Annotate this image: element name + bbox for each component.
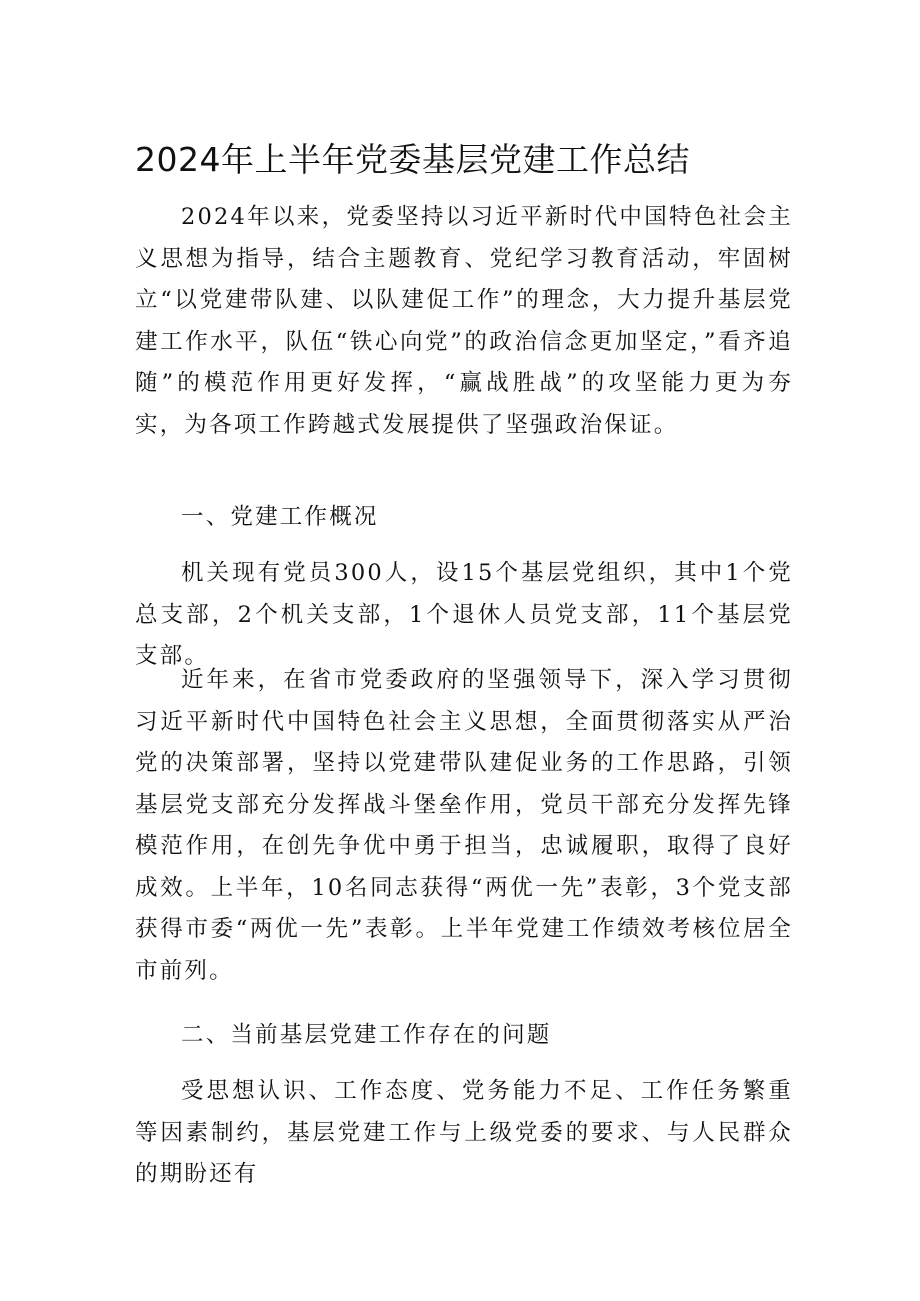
intro-paragraph: 2024年以来，党委坚持以习近平新时代中国特色社会主义思想为指导，结合主题教育、党纪学习教育活动，牢固树立“以党建带队建、以队建促工作”的理念，大力提升基层党建工作水平，队伍“铁心向党”的政治信念更加坚定，”看齐追随”的模范作用更好发挥，“赢战胜战”的攻坚能力更为夯实，为各项工作跨越式发展提供了坚强政治保证。 [135,204,793,438]
section-1-paragraph-1: 机关现有党员300人，设15个基层党组织，其中1个党总支部，2个机关支部，1个退休人员党支部，11个基层党支部。 [135,560,793,669]
section-2-heading: 二、当前基层党建工作存在的问题 [181,1022,552,1048]
document-title: 2024年上半年党委基层党建工作总结 [135,140,690,179]
section-1-heading: 一、党建工作概况 [181,504,379,530]
section-2-paragraph-1: 受思想认识、工作态度、党务能力不足、工作任务繁重等因素制约，基层党建工作与上级党委的要求、与人民群众的期盼还有 [135,1078,793,1187]
section-1-paragraph-2: 近年来，在省市党委政府的坚强领导下，深入学习贯彻习近平新时代中国特色社会主义思想，全面贯彻落实从严治党的决策部署，坚持以党建带队建促业务的工作思路，引领基层党支部充分发挥战斗堡垒作用，党员干部充分发挥先锋模范作用，在创先争优中勇于担当，忠诚履职，取得了良好成效。上半年，10名同志获得“两优一先”表彰，3个党支部获得市委“两优一先”表彰。上半年党建工作绩效考核位居全市前列。 [135,667,793,984]
